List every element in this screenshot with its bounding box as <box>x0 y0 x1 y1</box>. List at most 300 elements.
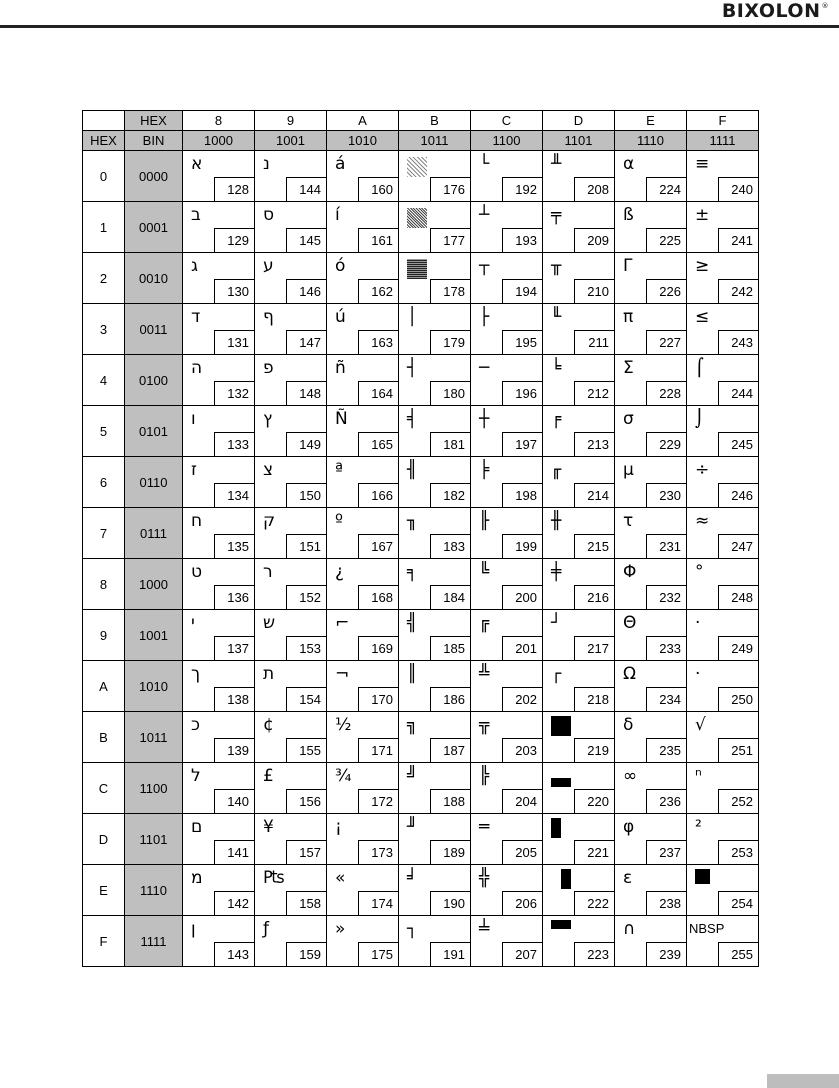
char-cell <box>255 202 327 253</box>
char-glyph: ץ <box>263 409 273 429</box>
char-code-number: 178 <box>430 279 470 303</box>
char-code-number: 248 <box>718 585 758 609</box>
char-cell <box>399 457 471 508</box>
char-cell <box>399 253 471 304</box>
row-bin-label: 0011 <box>125 304 183 355</box>
block-shape <box>551 818 561 838</box>
column-bin-header: 1100 <box>471 131 543 151</box>
char-code-number: 205 <box>502 840 542 864</box>
char-code-number: 140 <box>214 789 254 813</box>
char-cell <box>255 253 327 304</box>
char-code-number: 196 <box>502 381 542 405</box>
char-glyph: Σ <box>623 358 634 378</box>
char-code-number: 170 <box>358 687 398 711</box>
char-code-number: 236 <box>646 789 686 813</box>
char-cell <box>471 253 543 304</box>
char-code-number: 225 <box>646 228 686 252</box>
char-glyph: ג <box>191 256 199 276</box>
char-cell <box>615 151 687 202</box>
block-shape <box>695 869 710 884</box>
char-cell <box>327 712 399 763</box>
row-bin-label: 1100 <box>125 763 183 814</box>
char-cell <box>543 559 615 610</box>
char-cell <box>687 814 759 865</box>
char-glyph: ─ <box>479 358 490 378</box>
char-glyph: Θ <box>623 613 637 633</box>
char-glyph: ñ <box>335 358 346 378</box>
char-cell <box>471 457 543 508</box>
char-glyph: µ <box>623 460 634 480</box>
char-glyph: £ <box>263 766 274 786</box>
char-cell <box>327 457 399 508</box>
char-cell <box>399 865 471 916</box>
char-code-number: 172 <box>358 789 398 813</box>
char-cell <box>327 916 399 967</box>
char-cell <box>615 559 687 610</box>
char-cell <box>615 814 687 865</box>
char-code-number: 161 <box>358 228 398 252</box>
char-glyph: · <box>695 664 701 684</box>
char-glyph: ε <box>623 868 633 888</box>
char-cell <box>183 202 255 253</box>
char-code-number: 228 <box>646 381 686 405</box>
char-code-number: 218 <box>574 687 614 711</box>
char-glyph: ע <box>263 256 274 276</box>
row-hex-header-label: HEX <box>83 131 125 151</box>
column-hex-header: A <box>327 111 399 131</box>
table-row <box>83 661 759 712</box>
char-code-number: 138 <box>214 687 254 711</box>
char-cell <box>327 661 399 712</box>
char-cell <box>615 355 687 406</box>
char-code-number: 215 <box>574 534 614 558</box>
char-code-number: 136 <box>214 585 254 609</box>
column-hex-header: 9 <box>255 111 327 131</box>
char-code-number: 234 <box>646 687 686 711</box>
char-glyph: ╔ <box>479 613 490 633</box>
column-hex-header: E <box>615 111 687 131</box>
char-cell <box>471 559 543 610</box>
char-glyph: « <box>335 868 346 888</box>
row-bin-label: 1011 <box>125 712 183 763</box>
shade-block-glyph <box>407 208 427 233</box>
char-cell <box>615 712 687 763</box>
char-code-number: 149 <box>286 432 326 456</box>
char-code-number: 250 <box>718 687 758 711</box>
char-cell <box>471 508 543 559</box>
char-cell <box>687 355 759 406</box>
char-cell <box>183 865 255 916</box>
char-glyph: ₧ <box>263 868 285 888</box>
char-cell <box>255 457 327 508</box>
char-code-number: 183 <box>430 534 470 558</box>
char-code-number: 249 <box>718 636 758 660</box>
char-glyph: ╪ <box>551 562 562 582</box>
char-cell <box>255 304 327 355</box>
char-cell <box>543 406 615 457</box>
char-glyph: ╬ <box>479 868 490 888</box>
char-code-number: 180 <box>430 381 470 405</box>
char-glyph: ╫ <box>551 511 562 531</box>
row-hex-label: E <box>83 865 125 916</box>
char-code-number: 167 <box>358 534 398 558</box>
char-cell <box>615 610 687 661</box>
char-code-number: 146 <box>286 279 326 303</box>
char-code-number: 238 <box>646 891 686 915</box>
table-row <box>83 559 759 610</box>
char-cell <box>255 508 327 559</box>
char-cell <box>543 916 615 967</box>
char-glyph: ║ <box>407 664 418 684</box>
char-glyph: ה <box>191 358 203 378</box>
char-code-number: 189 <box>430 840 470 864</box>
char-cell <box>183 457 255 508</box>
table-row <box>83 304 759 355</box>
char-glyph: τ <box>623 511 634 531</box>
char-code-number: 147 <box>286 330 326 354</box>
char-cell <box>327 508 399 559</box>
char-glyph: ¿ <box>335 562 345 582</box>
char-cell <box>543 253 615 304</box>
char-glyph: ¾ <box>335 766 352 786</box>
char-cell <box>687 304 759 355</box>
char-glyph: Γ <box>623 256 633 276</box>
char-glyph: ╥ <box>551 256 562 276</box>
char-cell <box>399 712 471 763</box>
char-cell <box>327 763 399 814</box>
char-code-number: 219 <box>574 738 614 762</box>
char-glyph: ╙ <box>551 307 562 327</box>
char-code-number: 171 <box>358 738 398 762</box>
char-cell <box>255 355 327 406</box>
char-cell <box>687 151 759 202</box>
char-code-number: 237 <box>646 840 686 864</box>
char-code-number: 142 <box>214 891 254 915</box>
char-cell <box>615 457 687 508</box>
char-cell <box>183 508 255 559</box>
char-code-number: 202 <box>502 687 542 711</box>
char-code-number: 137 <box>214 636 254 660</box>
char-code-number: 193 <box>502 228 542 252</box>
char-code-number: 232 <box>646 585 686 609</box>
char-cell <box>327 814 399 865</box>
char-glyph: α <box>623 154 635 174</box>
char-cell <box>255 610 327 661</box>
column-bin-header: 1000 <box>183 131 255 151</box>
char-cell <box>255 763 327 814</box>
row-bin-label: 1001 <box>125 610 183 661</box>
char-cell <box>255 151 327 202</box>
char-cell <box>471 202 543 253</box>
row-bin-label: 0110 <box>125 457 183 508</box>
char-glyph: ב <box>191 205 201 225</box>
row-bin-label: 0111 <box>125 508 183 559</box>
char-code-number: 244 <box>718 381 758 405</box>
char-code-number: 141 <box>214 840 254 864</box>
char-cell <box>255 865 327 916</box>
char-glyph: └ <box>479 154 490 174</box>
char-cell <box>543 865 615 916</box>
char-code-number: 168 <box>358 585 398 609</box>
char-cell <box>543 202 615 253</box>
char-glyph: ╞ <box>479 460 490 480</box>
char-glyph: ┌ <box>551 664 562 684</box>
solid-block-glyph <box>551 920 571 929</box>
char-cell <box>183 355 255 406</box>
char-cell <box>543 712 615 763</box>
column-bin-header: 1011 <box>399 131 471 151</box>
char-code-number: 144 <box>286 177 326 201</box>
char-glyph: δ <box>623 715 634 735</box>
char-glyph: י <box>191 613 195 633</box>
char-cell <box>471 355 543 406</box>
char-cell <box>399 406 471 457</box>
solid-block-glyph <box>551 716 571 736</box>
char-code-number: 209 <box>574 228 614 252</box>
char-code-number: 157 <box>286 840 326 864</box>
char-cell <box>471 814 543 865</box>
char-code-number: 210 <box>574 279 614 303</box>
char-cell <box>399 202 471 253</box>
char-glyph: φ <box>623 817 635 837</box>
char-code-number: 153 <box>286 636 326 660</box>
char-code-number: 135 <box>214 534 254 558</box>
char-code-number: 235 <box>646 738 686 762</box>
char-cell <box>543 304 615 355</box>
footer-bar <box>767 1074 839 1088</box>
char-code-number: 224 <box>646 177 686 201</box>
char-glyph: ƒ <box>263 919 269 939</box>
char-code-number: 188 <box>430 789 470 813</box>
row-bin-label: 1110 <box>125 865 183 916</box>
char-cell <box>687 610 759 661</box>
char-code-number: 175 <box>358 942 398 966</box>
char-code-number: 243 <box>718 330 758 354</box>
char-code-number: 233 <box>646 636 686 660</box>
char-code-number: 199 <box>502 534 542 558</box>
char-glyph: ן <box>191 919 196 939</box>
char-code-number: 165 <box>358 432 398 456</box>
table-row <box>83 610 759 661</box>
table-row <box>83 814 759 865</box>
char-code-number: 223 <box>574 942 614 966</box>
char-code-number: 217 <box>574 636 614 660</box>
char-cell <box>399 814 471 865</box>
bin-header-label: BIN <box>125 131 183 151</box>
char-code-number: 190 <box>430 891 470 915</box>
row-hex-label: B <box>83 712 125 763</box>
char-cell <box>615 202 687 253</box>
char-glyph: כ <box>191 715 200 735</box>
block-shape <box>561 869 571 889</box>
row-hex-label: C <box>83 763 125 814</box>
char-glyph: ┐ <box>407 919 418 939</box>
char-glyph: ┴ <box>479 205 490 225</box>
table-row <box>83 151 759 202</box>
char-glyph: ╘ <box>551 358 562 378</box>
char-glyph: í <box>335 205 340 225</box>
char-code-number: 214 <box>574 483 614 507</box>
char-cell <box>471 916 543 967</box>
row-hex-label: 2 <box>83 253 125 304</box>
column-hex-header: 8 <box>183 111 255 131</box>
char-code-number: 242 <box>718 279 758 303</box>
char-cell <box>471 712 543 763</box>
solid-block-glyph <box>695 869 710 884</box>
solid-block-glyph <box>551 767 571 787</box>
char-glyph: ╗ <box>407 715 418 735</box>
char-glyph: ├ <box>479 307 490 327</box>
table-row <box>83 712 759 763</box>
char-code-number: 246 <box>718 483 758 507</box>
char-code-number: 206 <box>502 891 542 915</box>
char-cell <box>399 559 471 610</box>
shade-block-glyph <box>407 259 427 284</box>
row-bin-label: 0001 <box>125 202 183 253</box>
char-glyph: ם <box>191 817 203 837</box>
char-code-number: 162 <box>358 279 398 303</box>
row-hex-label: 7 <box>83 508 125 559</box>
char-glyph: ת <box>263 664 275 684</box>
block-shape <box>551 920 571 929</box>
char-glyph: ק <box>263 511 276 531</box>
char-code-number: 139 <box>214 738 254 762</box>
char-code-number: 129 <box>214 228 254 252</box>
char-glyph: ╠ <box>479 766 490 786</box>
char-cell <box>327 253 399 304</box>
char-code-number: 158 <box>286 891 326 915</box>
char-code-number: 216 <box>574 585 614 609</box>
char-glyph: á <box>335 154 346 174</box>
bin-header-row <box>83 131 759 151</box>
char-code-number: 226 <box>646 279 686 303</box>
brand-name: BIXOLON <box>721 0 821 22</box>
char-glyph: ר <box>263 562 273 582</box>
shade-block-glyph <box>407 157 427 182</box>
char-cell <box>687 202 759 253</box>
table-row <box>83 406 759 457</box>
char-glyph: ≤ <box>695 307 710 327</box>
row-bin-label: 0101 <box>125 406 183 457</box>
char-cell <box>327 406 399 457</box>
char-glyph: ט <box>191 562 203 582</box>
char-cell <box>255 814 327 865</box>
char-code-number: 241 <box>718 228 758 252</box>
char-cell <box>183 559 255 610</box>
table-row <box>83 253 759 304</box>
row-bin-label: 1111 <box>125 916 183 967</box>
char-glyph: ≈ <box>695 511 710 531</box>
char-code-number: 247 <box>718 534 758 558</box>
char-code-number: 145 <box>286 228 326 252</box>
char-code-number: 187 <box>430 738 470 762</box>
solid-block-glyph <box>551 869 571 889</box>
char-code-number: 211 <box>574 330 614 354</box>
char-cell <box>543 508 615 559</box>
table-row <box>83 508 759 559</box>
hex-header-row <box>83 111 759 131</box>
char-glyph: ╣ <box>407 613 418 633</box>
char-cell <box>255 712 327 763</box>
char-cell <box>687 559 759 610</box>
char-cell <box>399 661 471 712</box>
char-cell <box>399 763 471 814</box>
char-code-number: 203 <box>502 738 542 762</box>
row-hex-label: 1 <box>83 202 125 253</box>
code-page-table <box>82 110 759 967</box>
char-cell <box>255 559 327 610</box>
char-code-number: 179 <box>430 330 470 354</box>
column-bin-header: 1001 <box>255 131 327 151</box>
column-bin-header: 1101 <box>543 131 615 151</box>
corner-cell <box>83 111 125 131</box>
char-code-number: 191 <box>430 942 470 966</box>
char-cell <box>399 508 471 559</box>
char-cell <box>687 508 759 559</box>
char-glyph: ד <box>191 307 201 327</box>
char-cell <box>255 406 327 457</box>
char-cell <box>327 202 399 253</box>
shade-pattern <box>407 208 427 228</box>
char-code-number: 254 <box>718 891 758 915</box>
char-cell <box>399 610 471 661</box>
char-glyph: ╧ <box>479 919 490 939</box>
char-glyph: ┬ <box>479 256 490 276</box>
char-cell <box>183 610 255 661</box>
char-cell <box>543 151 615 202</box>
char-cell <box>183 916 255 967</box>
table-row <box>83 763 759 814</box>
row-hex-label: 4 <box>83 355 125 406</box>
char-cell <box>615 661 687 712</box>
char-code-number: 184 <box>430 585 470 609</box>
row-hex-label: 9 <box>83 610 125 661</box>
char-cell <box>183 814 255 865</box>
char-code-number: 164 <box>358 381 398 405</box>
char-cell <box>615 508 687 559</box>
char-glyph: ╝ <box>407 766 418 786</box>
char-code-number: 195 <box>502 330 542 354</box>
char-code-number: 213 <box>574 432 614 456</box>
char-cell <box>615 763 687 814</box>
char-code-number: 204 <box>502 789 542 813</box>
char-cell <box>687 763 759 814</box>
char-cell <box>399 355 471 406</box>
char-glyph: º <box>335 511 344 531</box>
row-hex-label: A <box>83 661 125 712</box>
row-hex-label: 5 <box>83 406 125 457</box>
char-code-number: 156 <box>286 789 326 813</box>
char-cell <box>687 712 759 763</box>
char-cell <box>183 712 255 763</box>
row-hex-label: D <box>83 814 125 865</box>
char-code-number: 154 <box>286 687 326 711</box>
char-cell <box>615 406 687 457</box>
char-code-number: 163 <box>358 330 398 354</box>
column-bin-header: 1110 <box>615 131 687 151</box>
char-cell <box>543 763 615 814</box>
char-glyph: ² <box>695 817 702 837</box>
char-glyph: ± <box>695 205 710 225</box>
char-cell <box>327 865 399 916</box>
table-row <box>83 457 759 508</box>
char-code-number: 151 <box>286 534 326 558</box>
char-glyph: π <box>623 307 634 327</box>
char-cell <box>183 661 255 712</box>
char-glyph: ⌠ <box>695 358 704 378</box>
table-row <box>83 865 759 916</box>
char-cell <box>471 763 543 814</box>
